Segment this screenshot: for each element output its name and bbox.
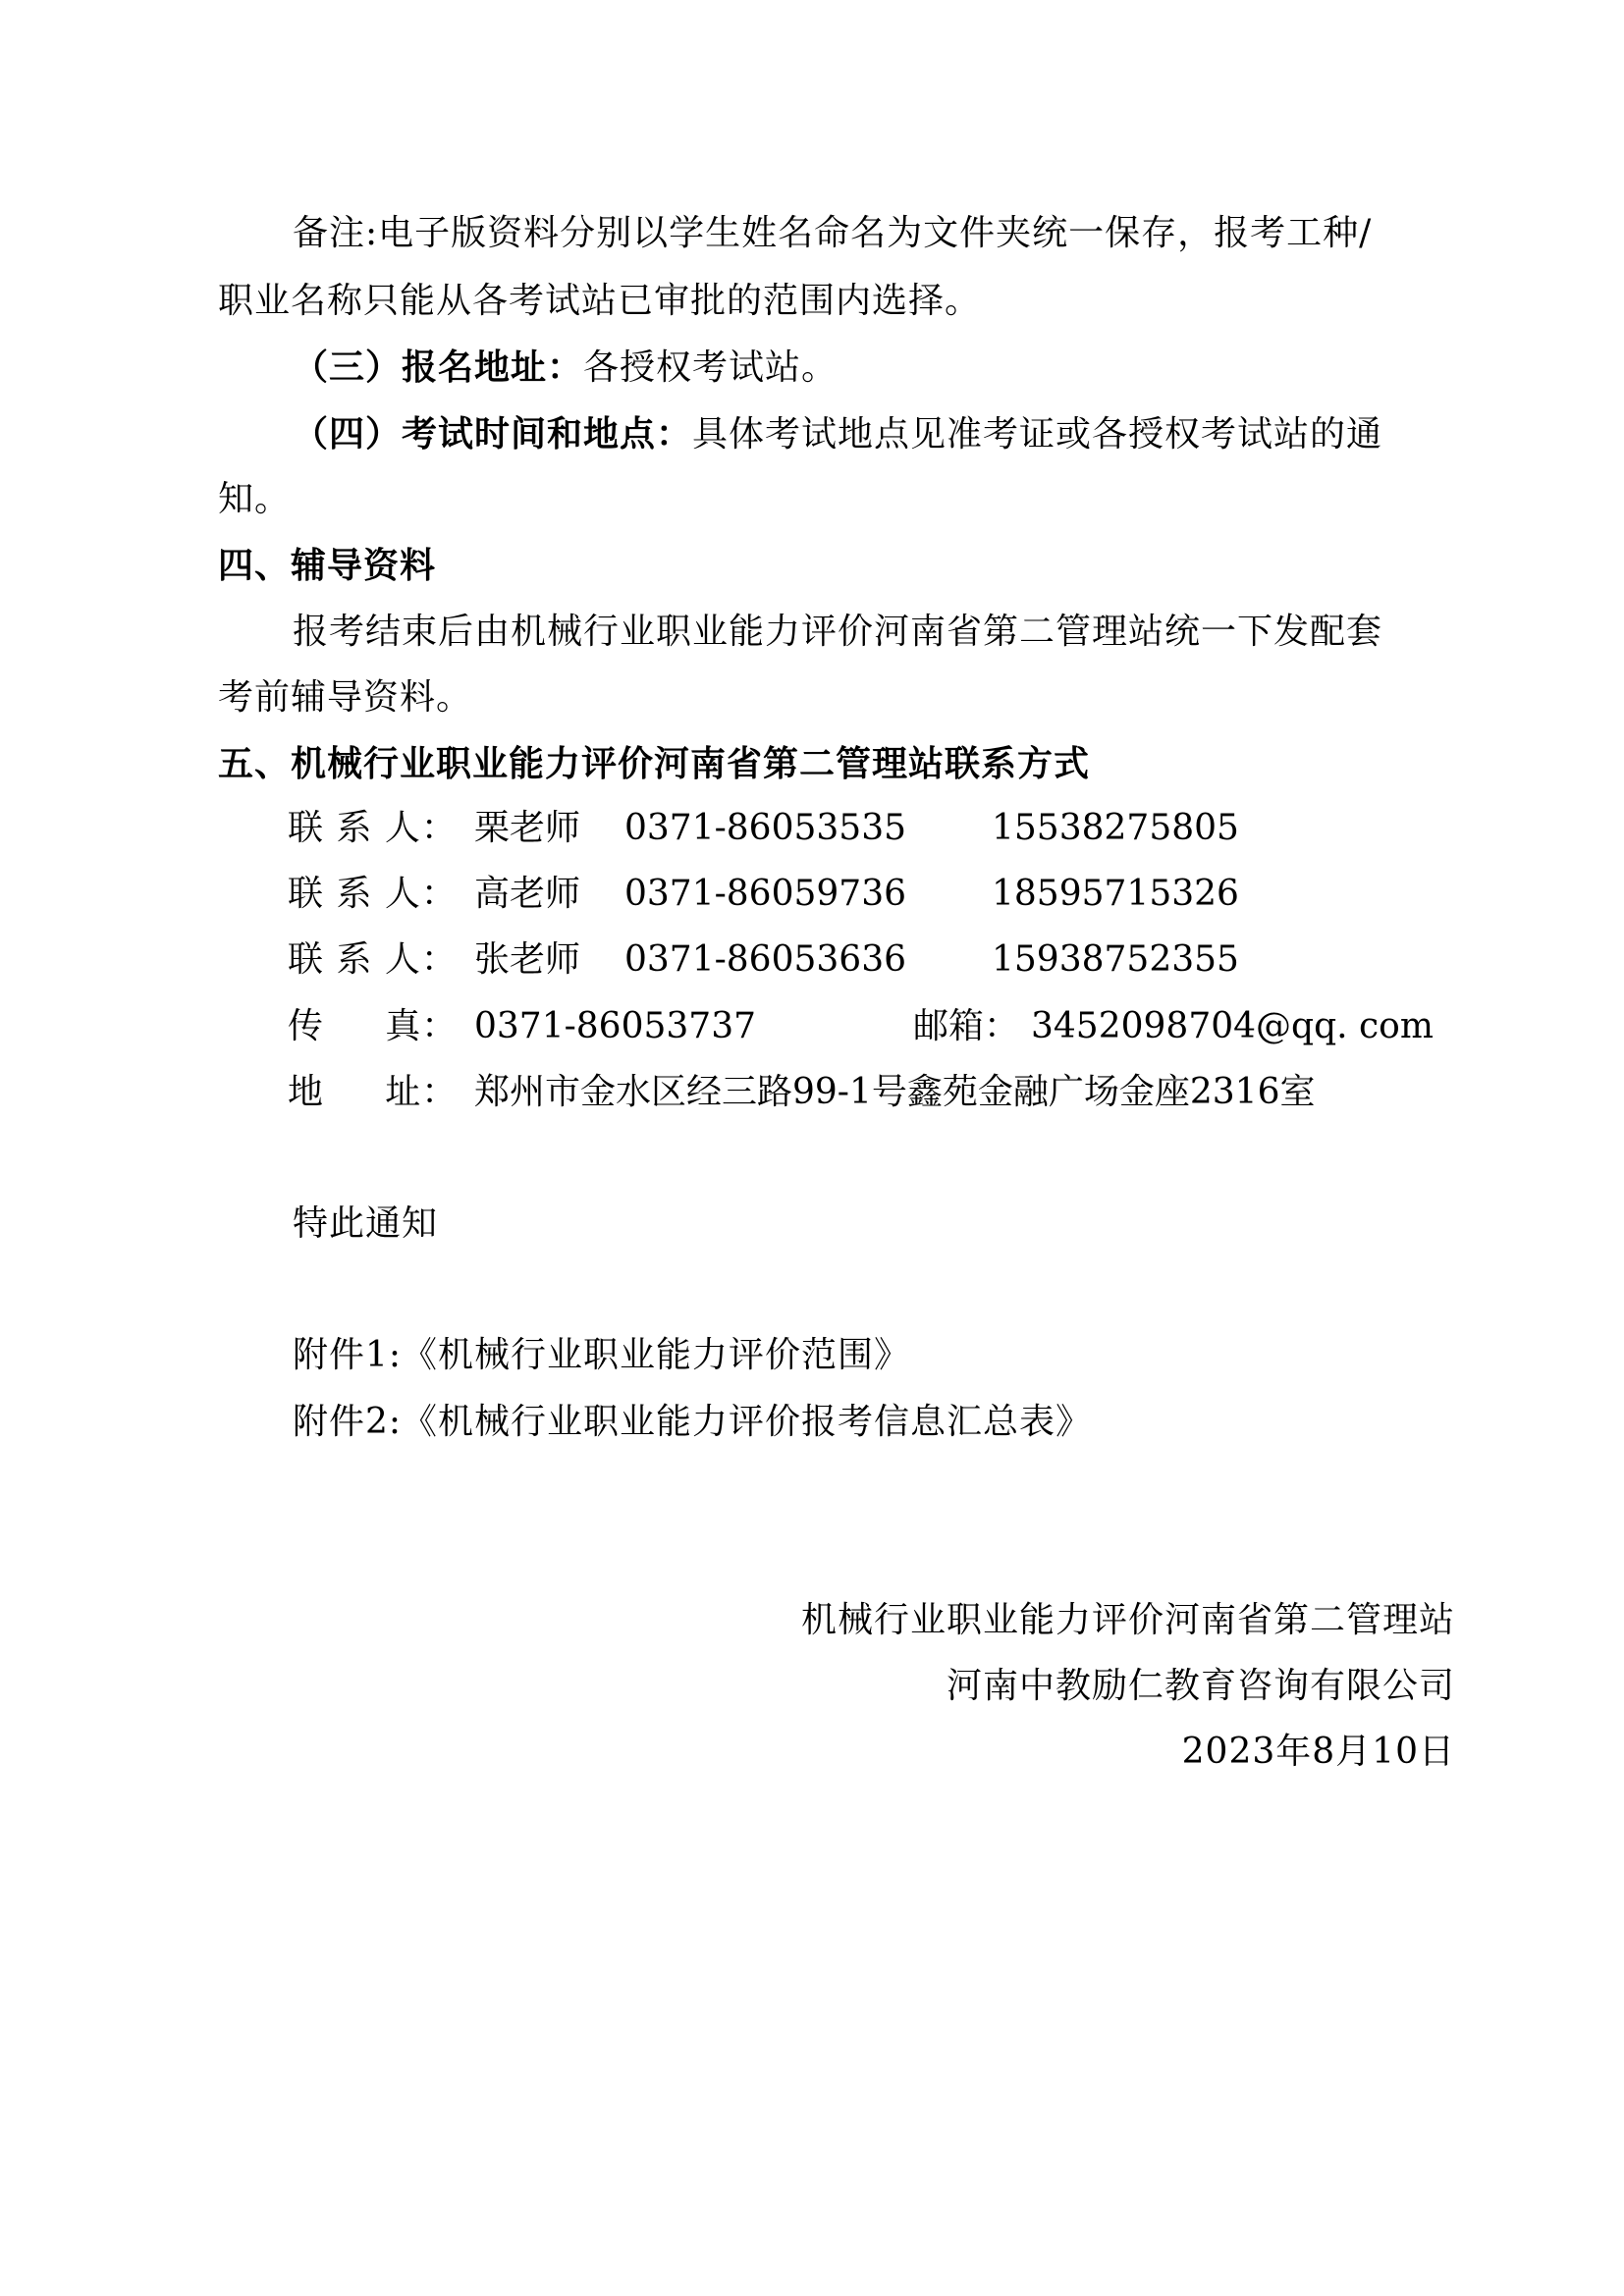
item-4-heading: （四）考试时间和地点：	[293, 413, 693, 454]
email-label: 邮箱：	[913, 1006, 1020, 1046]
address-label: 地 址：	[288, 1072, 459, 1112]
contact-phone: 0371-86053636	[624, 939, 907, 980]
contact-mobile: 15538275805	[992, 808, 1239, 848]
signature-date: 2023年8月10日	[1181, 1732, 1455, 1772]
item-3-text: 各授权考试站。	[583, 347, 839, 388]
contact-name: 张老师	[474, 939, 581, 980]
contact-phone: 0371-86059736	[624, 874, 907, 914]
contact-mobile: 18595715326	[992, 874, 1239, 914]
item-4-text-continued: 知。	[218, 479, 292, 519]
item-3-heading: （三）报名地址：	[293, 347, 584, 388]
note-line-1: 备注:电子版资料分别以学生姓名命名为文件夹统一保存，报考工种/	[293, 213, 1373, 253]
item-4-text: 具体考试地点见准考证或各授权考试站的通	[692, 414, 1383, 454]
fax-number: 0371-86053737	[474, 1006, 757, 1046]
section-4-line-1: 报考结束后由机械行业职业能力评价河南省第二管理站统一下发配套	[293, 612, 1383, 652]
email-address: 3452098704@qq. com	[1031, 1006, 1434, 1046]
section-4-heading: 四、辅导资料	[218, 545, 437, 586]
item-3	[293, 346, 838, 390]
contact-name: 高老师	[474, 874, 581, 914]
contact-label: 联 系 人：	[288, 939, 458, 980]
contact-label: 联 系 人：	[288, 874, 458, 914]
attachment-1: 附件1:《机械行业职业能力评价范围》	[293, 1335, 911, 1375]
contact-label: 联 系 人：	[288, 808, 458, 848]
attachment-2: 附件2:《机械行业职业能力评价报考信息汇总表》	[293, 1402, 1093, 1442]
item-4	[293, 412, 1382, 456]
section-5-heading: 五、机械行业职业能力评价河南省第二管理站联系方式	[218, 743, 1091, 784]
section-4-line-2: 考前辅导资料。	[218, 677, 473, 718]
note-line-2: 职业名称只能从各考试站已审批的范围内选择。	[218, 281, 982, 321]
contact-mobile: 15938752355	[992, 939, 1239, 980]
closing-text: 特此通知	[293, 1203, 439, 1244]
contact-name: 栗老师	[474, 808, 581, 848]
signature-org-1: 机械行业职业能力评价河南省第二管理站	[800, 1600, 1455, 1640]
signature-org-2: 河南中教励仁教育咨询有限公司	[946, 1666, 1455, 1706]
address-text: 郑州市金水区经三路99-1号鑫苑金融广场金座2316室	[474, 1072, 1316, 1112]
contact-phone: 0371-86053535	[624, 808, 907, 848]
fax-label: 传 真：	[288, 1006, 459, 1046]
